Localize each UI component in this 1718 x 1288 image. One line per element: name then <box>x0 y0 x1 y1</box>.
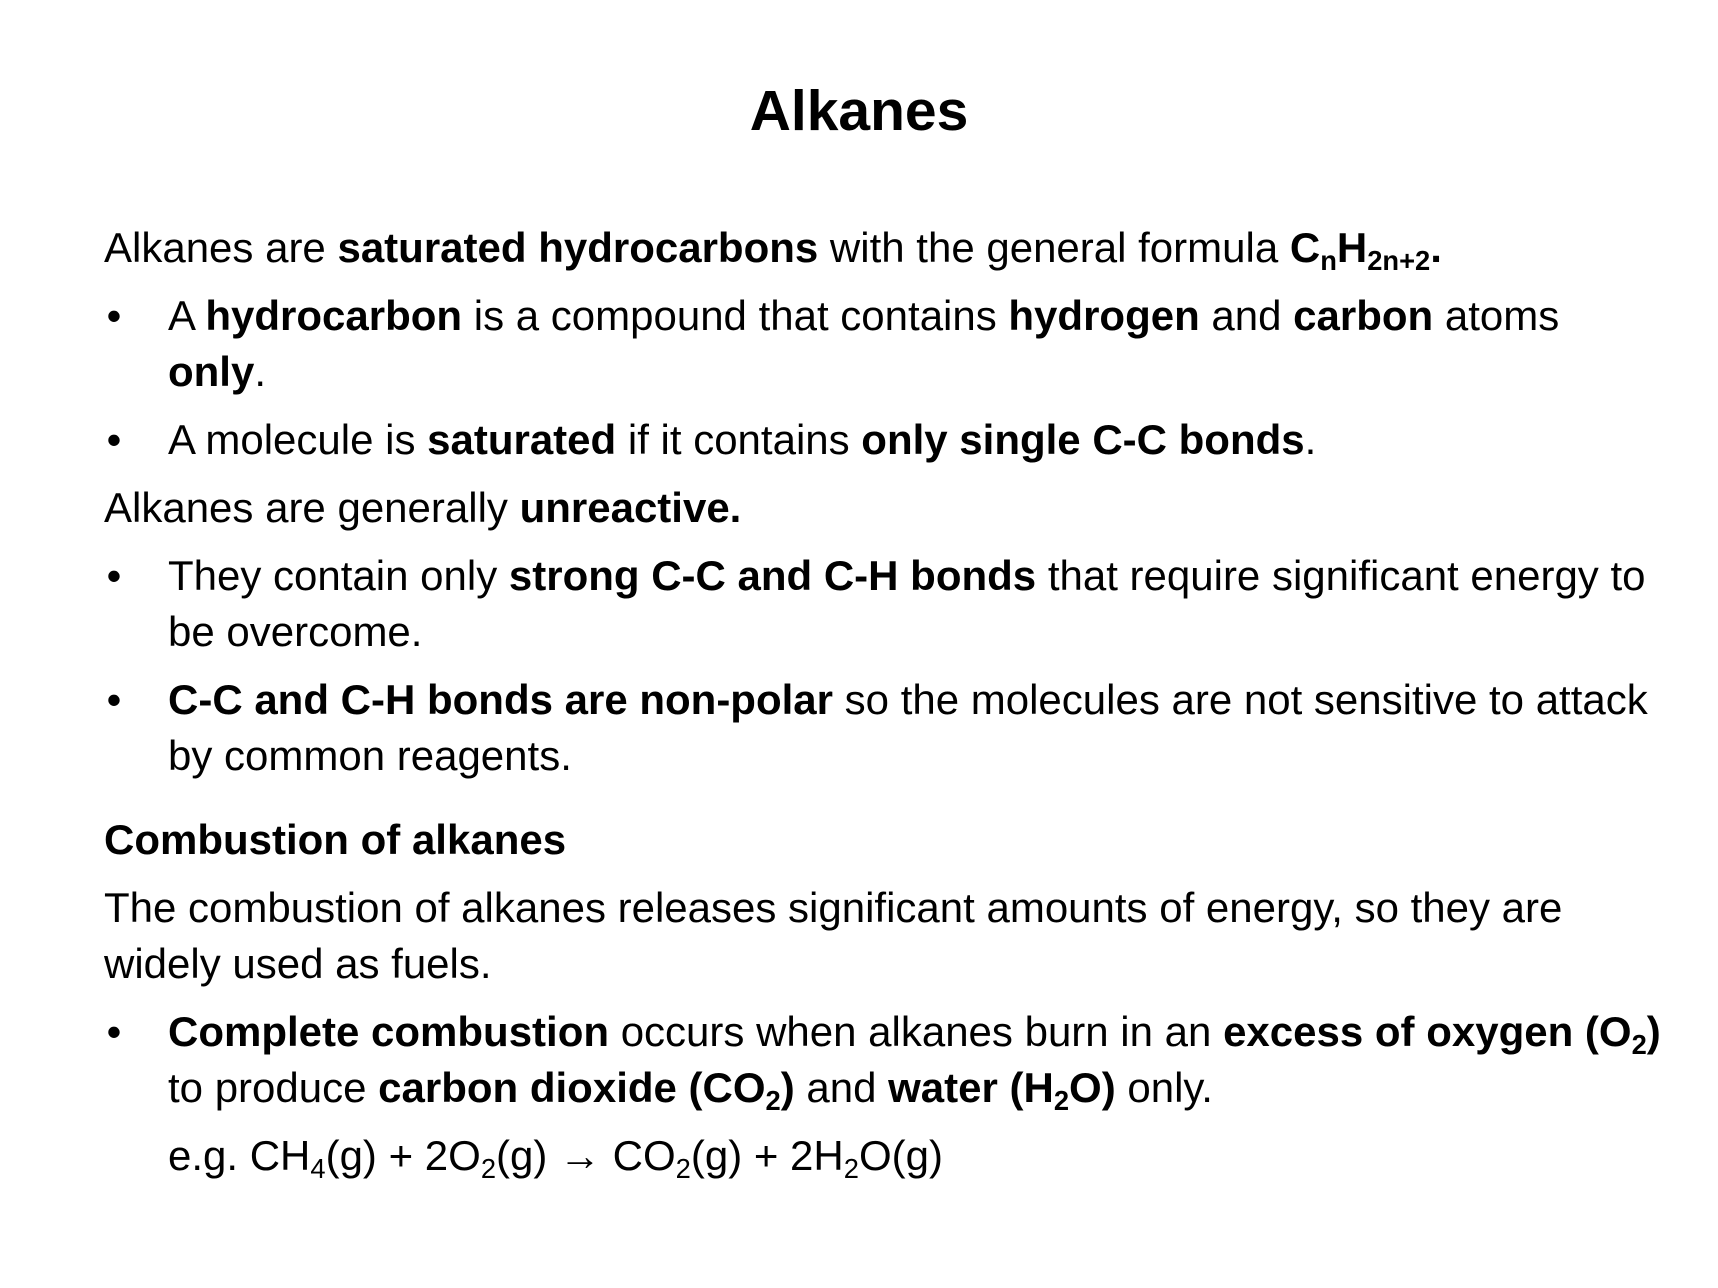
bullet-strong-bonds: • They contain only strong C-C and C-H bonds that require significant energy to be overcome. <box>104 548 1664 660</box>
slide-content <box>104 220 1664 1184</box>
bullet-dot: • <box>106 292 122 339</box>
intro-paragraph: Alkanes are saturated hydrocarbons with the general formula $C_nH_{2n+2}$. <box>104 224 1442 276</box>
page-title: Alkanes <box>749 79 969 143</box>
bullet-non-polar: • C-C and C-H bonds are non-polar so the molecules are not sensitive to attack by common reagents. <box>104 672 1664 784</box>
bullet-dot: • <box>106 552 122 599</box>
general-formula: $C_nH_{2n+2}$. <box>1289 224 1442 276</box>
combustion-equation: e.g. $CH_4(g) + 2O_2(g) \to CO_2(g) + 2H_2O(g)$ <box>168 1132 943 1184</box>
bullet-complete-combustion: • Complete combustion occurs when alkanes burn in an excess of oxygen $(O_2)$ to produce carbon dioxide $(CO_2)$ and water $(H_2O)$ only. <box>104 1004 1664 1116</box>
combustion-paragraph: The combustion of alkanes releases significant amounts of energy, so they are widely used as fuels. <box>104 884 1563 987</box>
bullet-saturated: • A molecule is saturated if it contains only single C-C bonds. <box>104 412 1664 468</box>
bullet-dot: • <box>106 676 122 723</box>
bullet-hydrocarbon: • A hydrocarbon is a compound that contains hydrogen and carbon atoms only. <box>104 288 1664 400</box>
unreactive-paragraph: Alkanes are generally unreactive. <box>104 484 742 531</box>
bullet-dot: • <box>106 1008 122 1055</box>
combustion-heading: Combustion of alkanes <box>104 816 567 863</box>
bullet-dot: • <box>106 416 122 463</box>
